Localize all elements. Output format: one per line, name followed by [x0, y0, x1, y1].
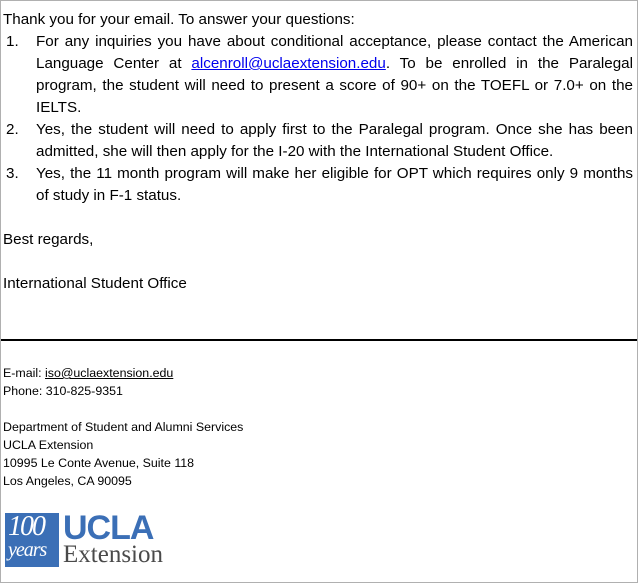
alc-email-link[interactable]: alcenroll@uclaextension.edu [191, 55, 386, 72]
badge-number: 100 [8, 511, 44, 542]
answer-item-3 [3, 163, 633, 207]
signature-divider [1, 339, 637, 341]
message-body [3, 9, 633, 295]
department-line: Department of Student and Alumni Services [3, 420, 244, 434]
sender-name: International Student Office [3, 275, 187, 292]
extension-wordmark: Extension [63, 541, 163, 568]
answer-number: 2. [6, 121, 19, 138]
answer-list [3, 31, 633, 207]
phone-line: Phone: 310-825-9351 [3, 384, 123, 398]
organization-line: UCLA Extension [3, 438, 94, 452]
address-line-2: Los Angeles, CA 90095 [3, 474, 132, 488]
iso-email-link[interactable]: iso@uclaextension.edu [45, 366, 174, 380]
blank-line [3, 207, 633, 229]
email-label: E-mail: [3, 366, 45, 380]
answer-number: 1. [6, 33, 19, 50]
answer-text: Yes, the 11 month program will make her eligible for OPT which requires only 9 months of study in F-1 status. [36, 165, 633, 204]
100-years-badge [5, 513, 59, 567]
signature-block [3, 364, 243, 490]
answer-item-2 [3, 119, 633, 163]
answer-number: 3. [6, 165, 19, 182]
answer-item-1 [3, 31, 633, 119]
ucla-extension-logo [5, 509, 185, 571]
greeting-text: Thank you for your email. To answer your questions: [3, 11, 355, 28]
closing-text: Best regards, [3, 231, 94, 248]
blank-line [3, 251, 633, 273]
answer-text-part: . To be enrolled in the Paralegal program, the student will need to present a score of 90+ on the TOEFL or 7.0+ on the IELTS. [36, 55, 633, 116]
answer-text: Yes, the student will need to apply first to the Paralegal program. Once she has been admitted, she will then apply for the I-20 with the International Student Office. [36, 121, 633, 160]
blank-line [3, 400, 243, 418]
ucla-wordmark: UCLA [63, 509, 154, 547]
email-line [3, 364, 243, 382]
address-line-1: 10995 Le Conte Avenue, Suite 118 [3, 456, 195, 470]
answer-text-part: For any inquiries you have about conditional acceptance, please contact the American Language Center at [36, 33, 633, 72]
badge-word: years [8, 539, 47, 561]
